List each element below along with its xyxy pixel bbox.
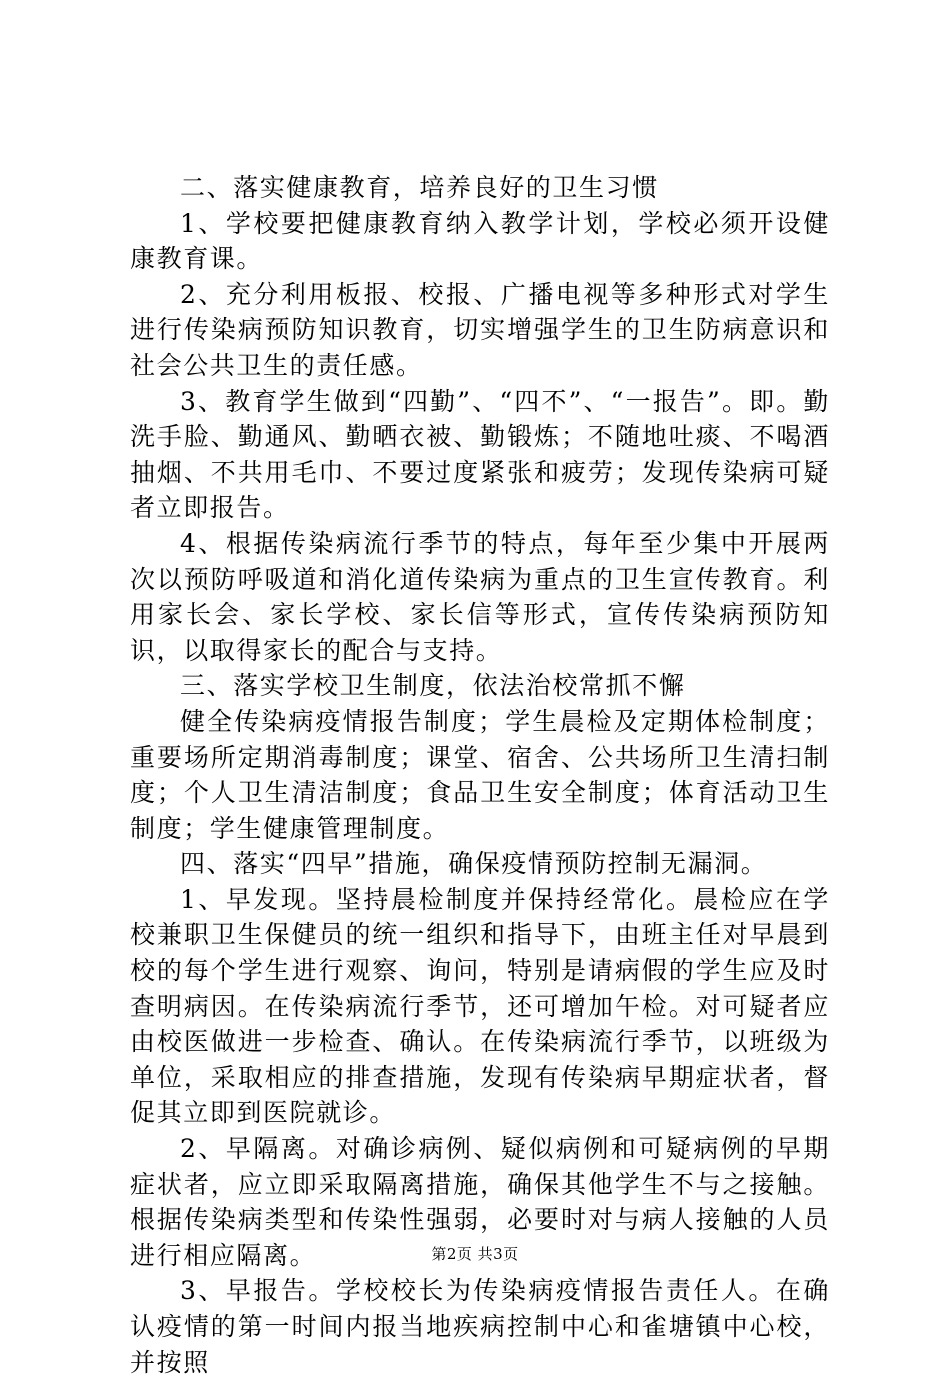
section-heading-2: 二、落实健康教育，培养良好的卫生习惯 bbox=[180, 173, 659, 202]
document-body bbox=[130, 170, 830, 1380]
paragraph: 4、根据传染病流行季节的特点，每年至少集中开展两次以预防呼吸道和消化道传染病为重点的卫生宣传教育。利用家长会、家长学校、家长信等形式，宣传传染病预防知识，以取得家长的配合与支持。 bbox=[130, 528, 830, 665]
paragraph: 1、学校要把健康教育纳入教学计划，学校必须开设健康教育课。 bbox=[130, 208, 830, 274]
paragraph: 健全传染病疫情报告制度；学生晨检及定期体检制度；重要场所定期消毒制度；课堂、宿舍、公共场所卫生清扫制度；个人卫生清洁制度；食品卫生安全制度；体育活动卫生制度；学生健康管理制度。 bbox=[130, 706, 830, 843]
paragraph: 2、早隔离。对确诊病例、疑似病例和可疑病例的早期症状者，应立即采取隔离措施，确保其他学生不与之接触。根据传染病类型和传染性强弱，必要时对与病人接触的人员进行相应隔离。 bbox=[130, 1134, 830, 1270]
section-heading-4: 四、落实“四早”措施，确保疫情预防控制无漏洞。 bbox=[180, 849, 768, 879]
section-heading-3: 三、落实学校卫生制度，依法治校常抓不懈 bbox=[180, 671, 686, 701]
paragraph: 2、充分利用板报、校报、广播电视等多种形式对学生进行传染病预防知识教育，切实增强学生的卫生防病意识和社会公共卫生的责任感。 bbox=[130, 279, 830, 380]
paragraph: 3、早报告。学校校长为传染病疫情报告责任人。在确认疫情的第一时间内报当地疾病控制中心和雀塘镇中心校，并按照 bbox=[130, 1276, 830, 1377]
paragraph: 1、早发现。坚持晨检制度并保持经常化。晨检应在学校兼职卫生保健员的统一组织和指导下，由班主任对早晨到校的每个学生进行观察、询问，特别是请病假的学生应及时查明病因。在传染病流行季节，还可增加午检。对可疑者应由校医做进一步检查、确认。在传染病流行季节，以班级为单位，采取相应的排查措施，发现有传染病早期症状者，督促其立即到医院就诊。 bbox=[130, 884, 830, 1128]
paragraph: 3、教育学生做到“四勤”、“四不”、“一报告”。即。勤洗手脸、勤通风、勤晒衣被、勤锻炼；不随地吐痰、不喝酒抽烟、不共用毛巾、不要过度紧张和疲劳；发现传染病可疑者立即报告。 bbox=[130, 386, 830, 523]
page-footer: 第2页 共3页 bbox=[431, 1245, 519, 1263]
